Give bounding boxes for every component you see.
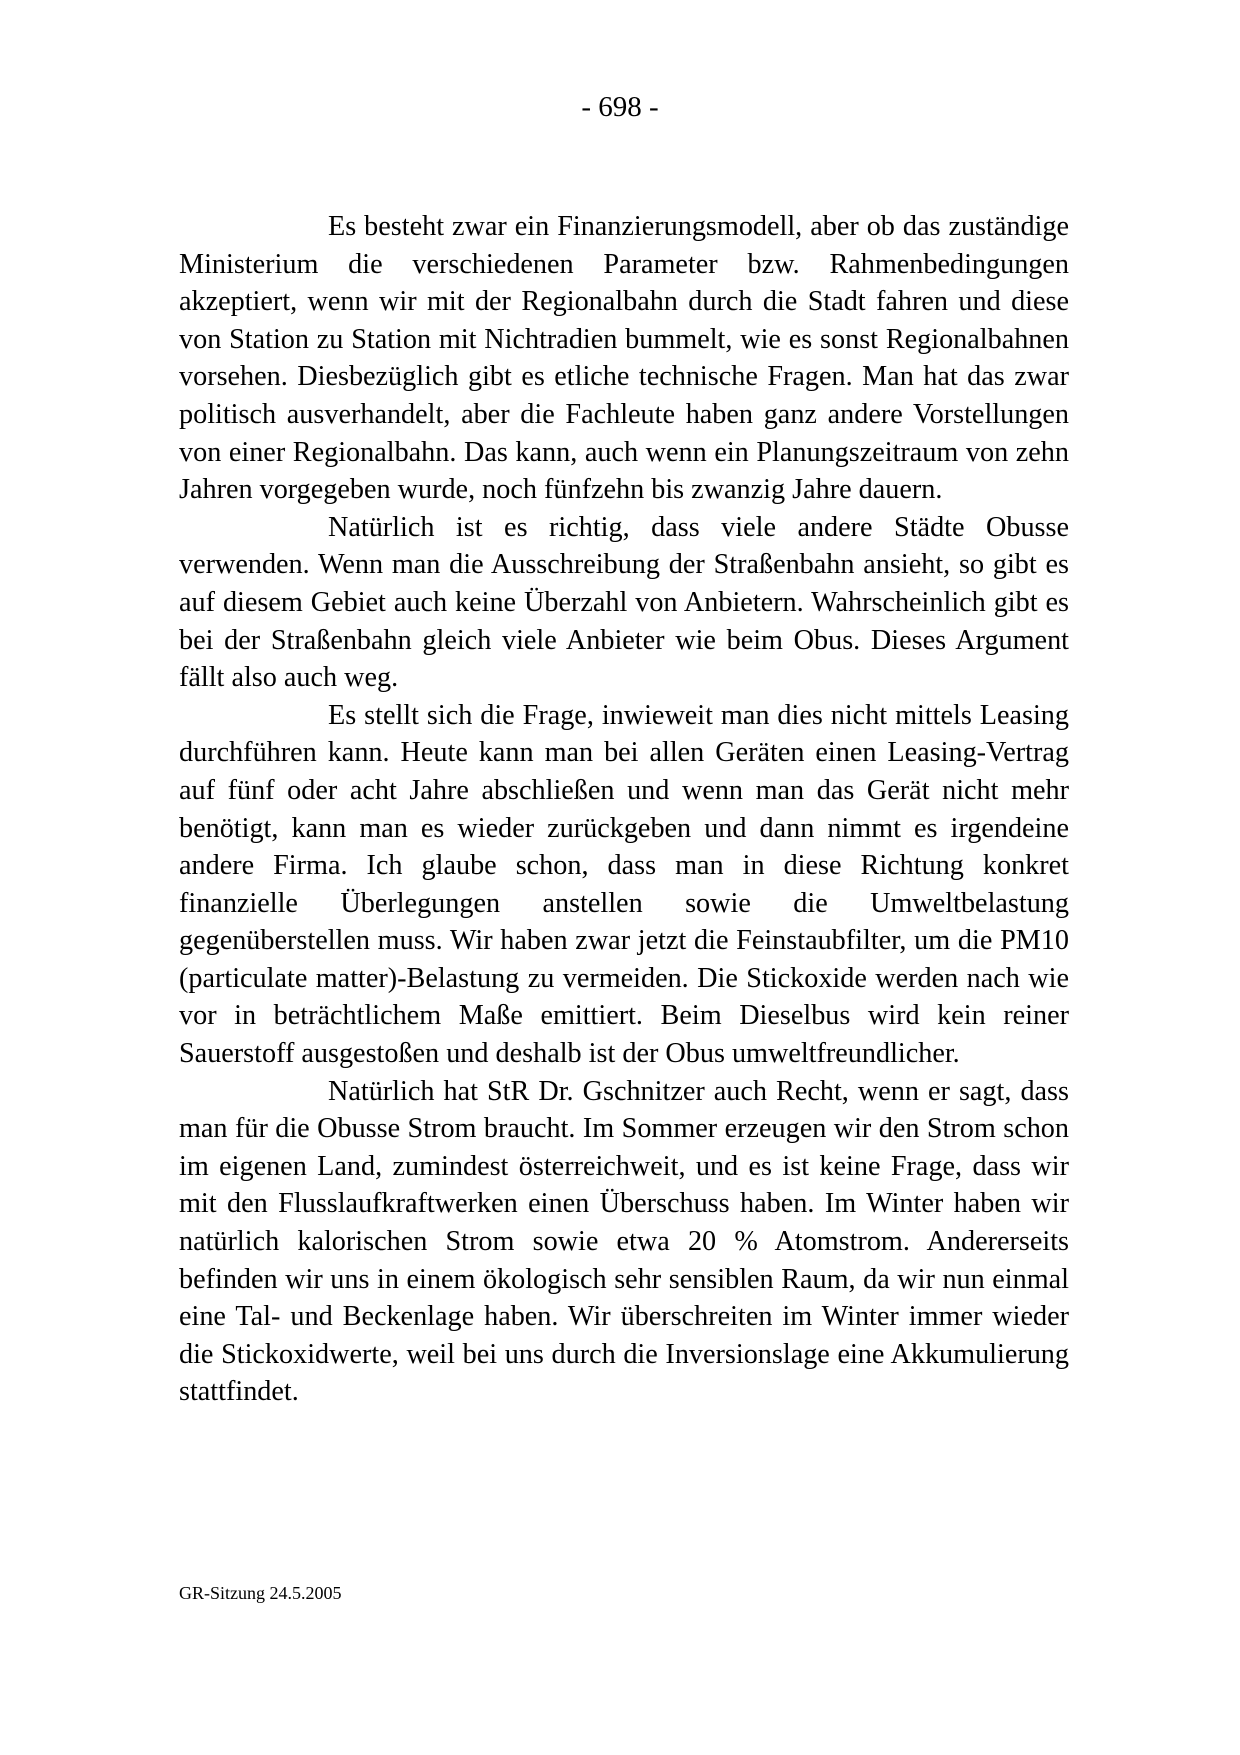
paragraph-1-text: Es besteht zwar ein Finanzierungsmodell, aber ob das zuständige Ministerium die verschiedenen Parameter bzw. Rahmenbedingungen akzeptiert, wenn wir mit der Regionalbahn durch die Stadt fahren und diese von Station zu Station mit Nichtradien bummelt, wie es sonst Regionalbahnen vorsehen. Diesbezüglich gibt es etliche technische Fragen. Man hat das zwar politisch ausverhandelt, aber die Fachleute haben ganz andere Vorstellungen von einer Regionalbahn. Das kann, auch wenn ein Planungszeitraum von zehn Jahren vorgegeben wurde, noch fünfzehn bis zwanzig Jahre dauern. (179, 211, 1069, 506)
paragraph-2 (179, 509, 1069, 697)
paragraph-3 (179, 697, 1069, 1073)
page-number: - 698 - (581, 91, 659, 123)
footer-session-date: GR-Sitzung 24.5.2005 (179, 1583, 342, 1603)
paragraph-4 (179, 1073, 1069, 1411)
body-text (179, 208, 1069, 1411)
paragraph-1 (179, 208, 1069, 509)
paragraph-3-text: Es stellt sich die Frage, inwieweit man dies nicht mittels Leasing durchführen kann. Heute kann man bei allen Geräten einen Leasing-Vertrag auf fünf oder acht Jahre abschließen und wenn man das Gerät nicht mehr benötigt, kann man es wieder zurückgeben und dann nimmt es irgendeine andere Firma. Ich glaube schon, dass man in diese Richtung konkret finanzielle Überlegungen anstellen sowie die Umweltbelastung gegenüberstellen muss. Wir haben zwar jetzt die Feinstaubfilter, um die PM10 (particulate matter)-Belastung zu vermeiden. Die Stickoxide werden nach wie vor in beträchtlichem Maße emittiert. Beim Dieselbus wird kein reiner Sauerstoff ausgestoßen und deshalb ist der Obus umweltfreundlicher. (179, 699, 1069, 1070)
paragraph-4-text: Natürlich hat StR Dr. Gschnitzer auch Recht, wenn er sagt, dass man für die Obusse Strom braucht. Im Sommer erzeugen wir den Strom schon im eigenen Land, zumindest österreichweit, und es ist keine Frage, dass wir mit den Flusslaufkraftwerken einen Überschuss haben. Im Winter haben wir natürlich kalorischen Strom sowie etwa 20 % Atomstrom. Andererseits befinden wir uns in einem ökologisch sehr sensiblen Raum, da wir nun einmal eine Tal- und Beckenlage haben. Wir überschreiten im Winter immer wieder die Stickoxidwerte, weil bei uns durch die Inversionslage eine Akkumulierung stattfindet. (179, 1075, 1069, 1408)
paragraph-2-text: Natürlich ist es richtig, dass viele andere Städte Obusse verwenden. Wenn man die Ausschreibung der Straßenbahn ansieht, so gibt es auf diesem Gebiet auch keine Überzahl von Anbietern. Wahrscheinlich gibt es bei der Straßenbahn gleich viele Anbieter wie beim Obus. Dieses Argument fällt also auch weg. (179, 511, 1069, 694)
